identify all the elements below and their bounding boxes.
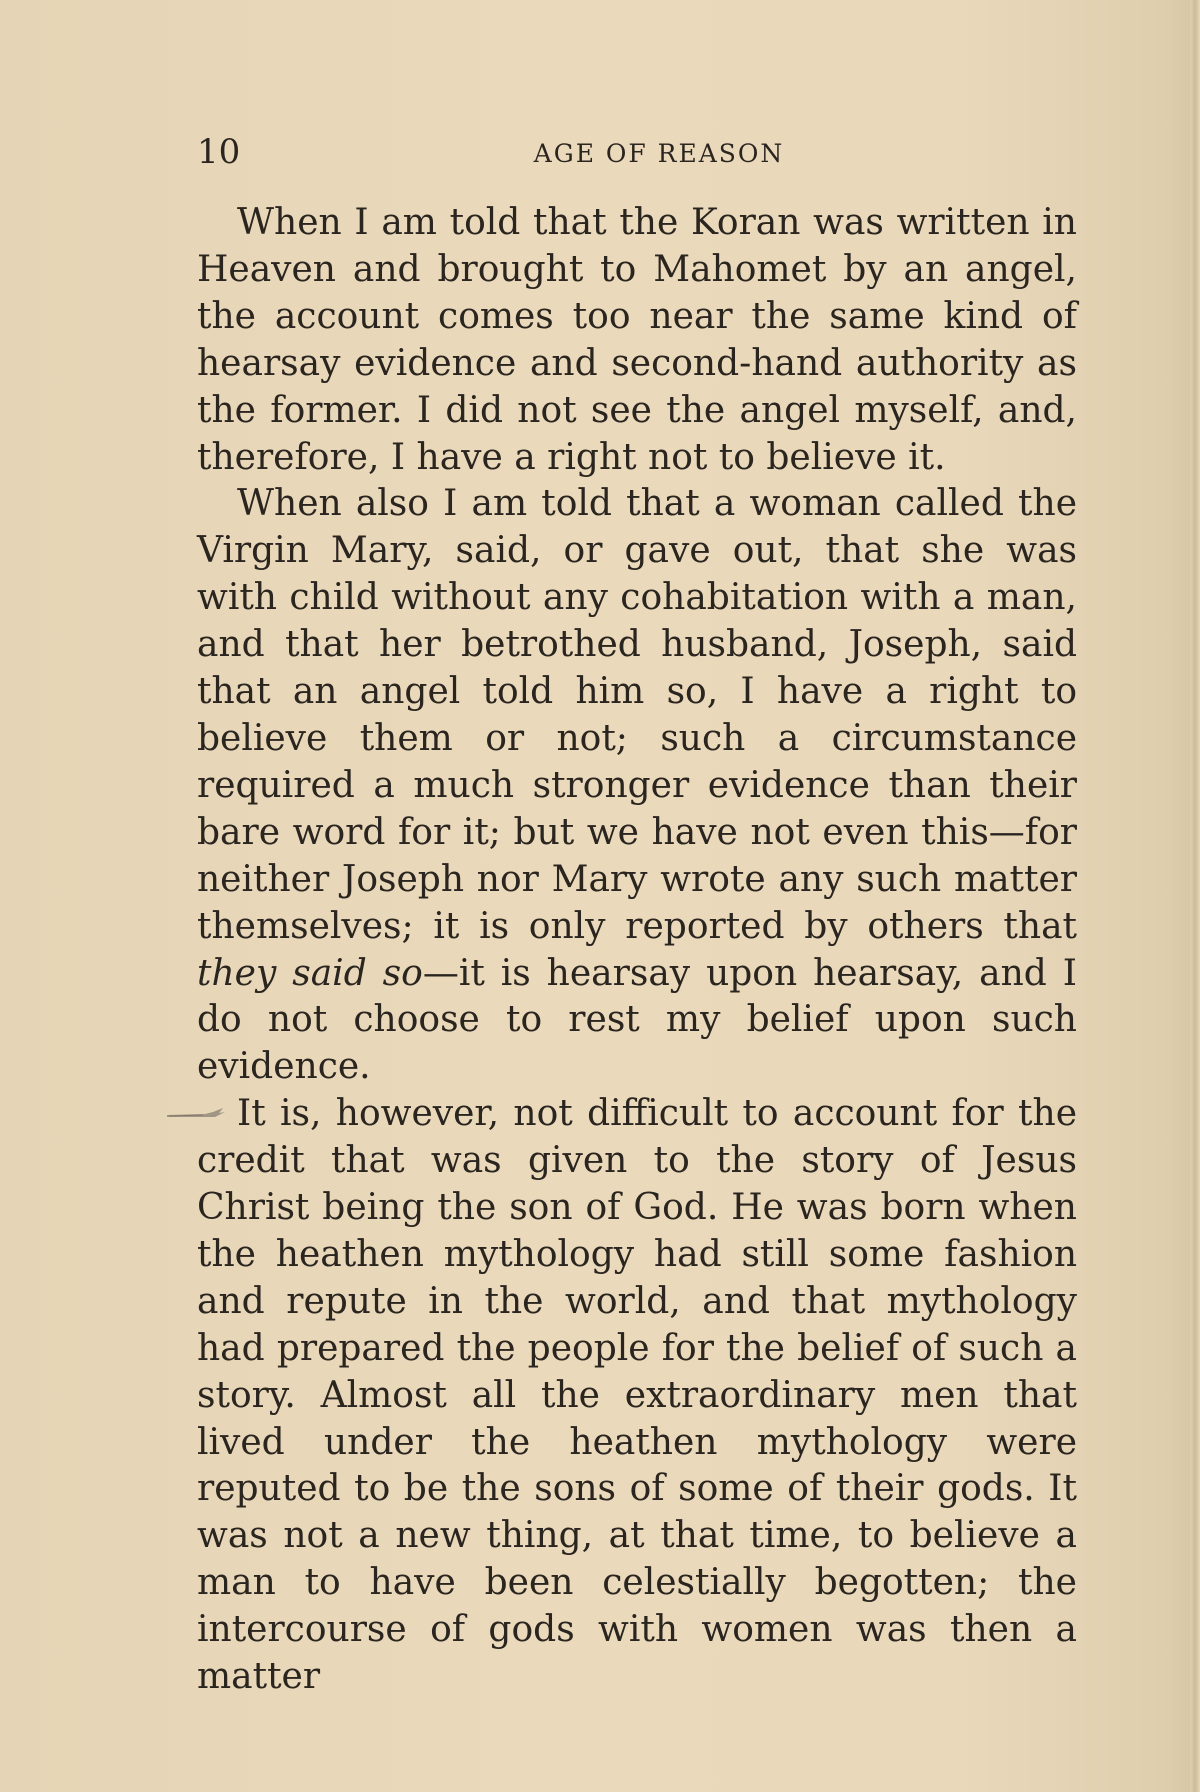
page-number: 10: [197, 132, 241, 172]
paragraph-2: [197, 481, 1077, 1091]
paragraph-1: When I am told that the Koran was written in Heaven and brought to Mahomet by an angel, the account comes too near the same kind of hearsay evidence and second-hand authority as the former. I did not see the angel myself, and, therefore, I have a right not to believe it.: [197, 202, 1077, 478]
page-edge: [1190, 0, 1200, 1792]
italic-phrase: they said so: [197, 952, 423, 994]
paragraph-2-text-end: —it is hearsay upon hearsay, and I do not choose to rest my belief upon such evidence.: [197, 952, 1077, 1088]
body-text: [197, 200, 1077, 1701]
running-head: AGE OF REASON: [533, 139, 785, 168]
paragraph-2-text-start: When also I am told that a woman called the Virgin Mary, said, or gave out, that she was with child without any cohabitation with a man, and that her betrothed husband, Joseph, said that an angel told him so, I have a right to believe them or not; such a circumstance required a much stronger evidence than their bare word for it; but we have not even this—for neither Joseph nor Mary wrote any such matter themselves; it is only reported by others that: [197, 483, 1077, 947]
page-header: [197, 132, 1081, 172]
paragraph-3: It is, however, not difficult to account for the credit that was given to the story of Jesus Christ being the son of God. He was born when the heathen mythology had still some fashion and repute in the world, and that mythology had prepared the people for the belief of such a story. Almost all the extraordinary men that lived under the heathen mythology were reputed to be the sons of some of their gods. It was not a new thing, at that time, to believe a man to have been celestially begotten; the intercourse of gods with women was then a matter: [197, 1093, 1077, 1698]
